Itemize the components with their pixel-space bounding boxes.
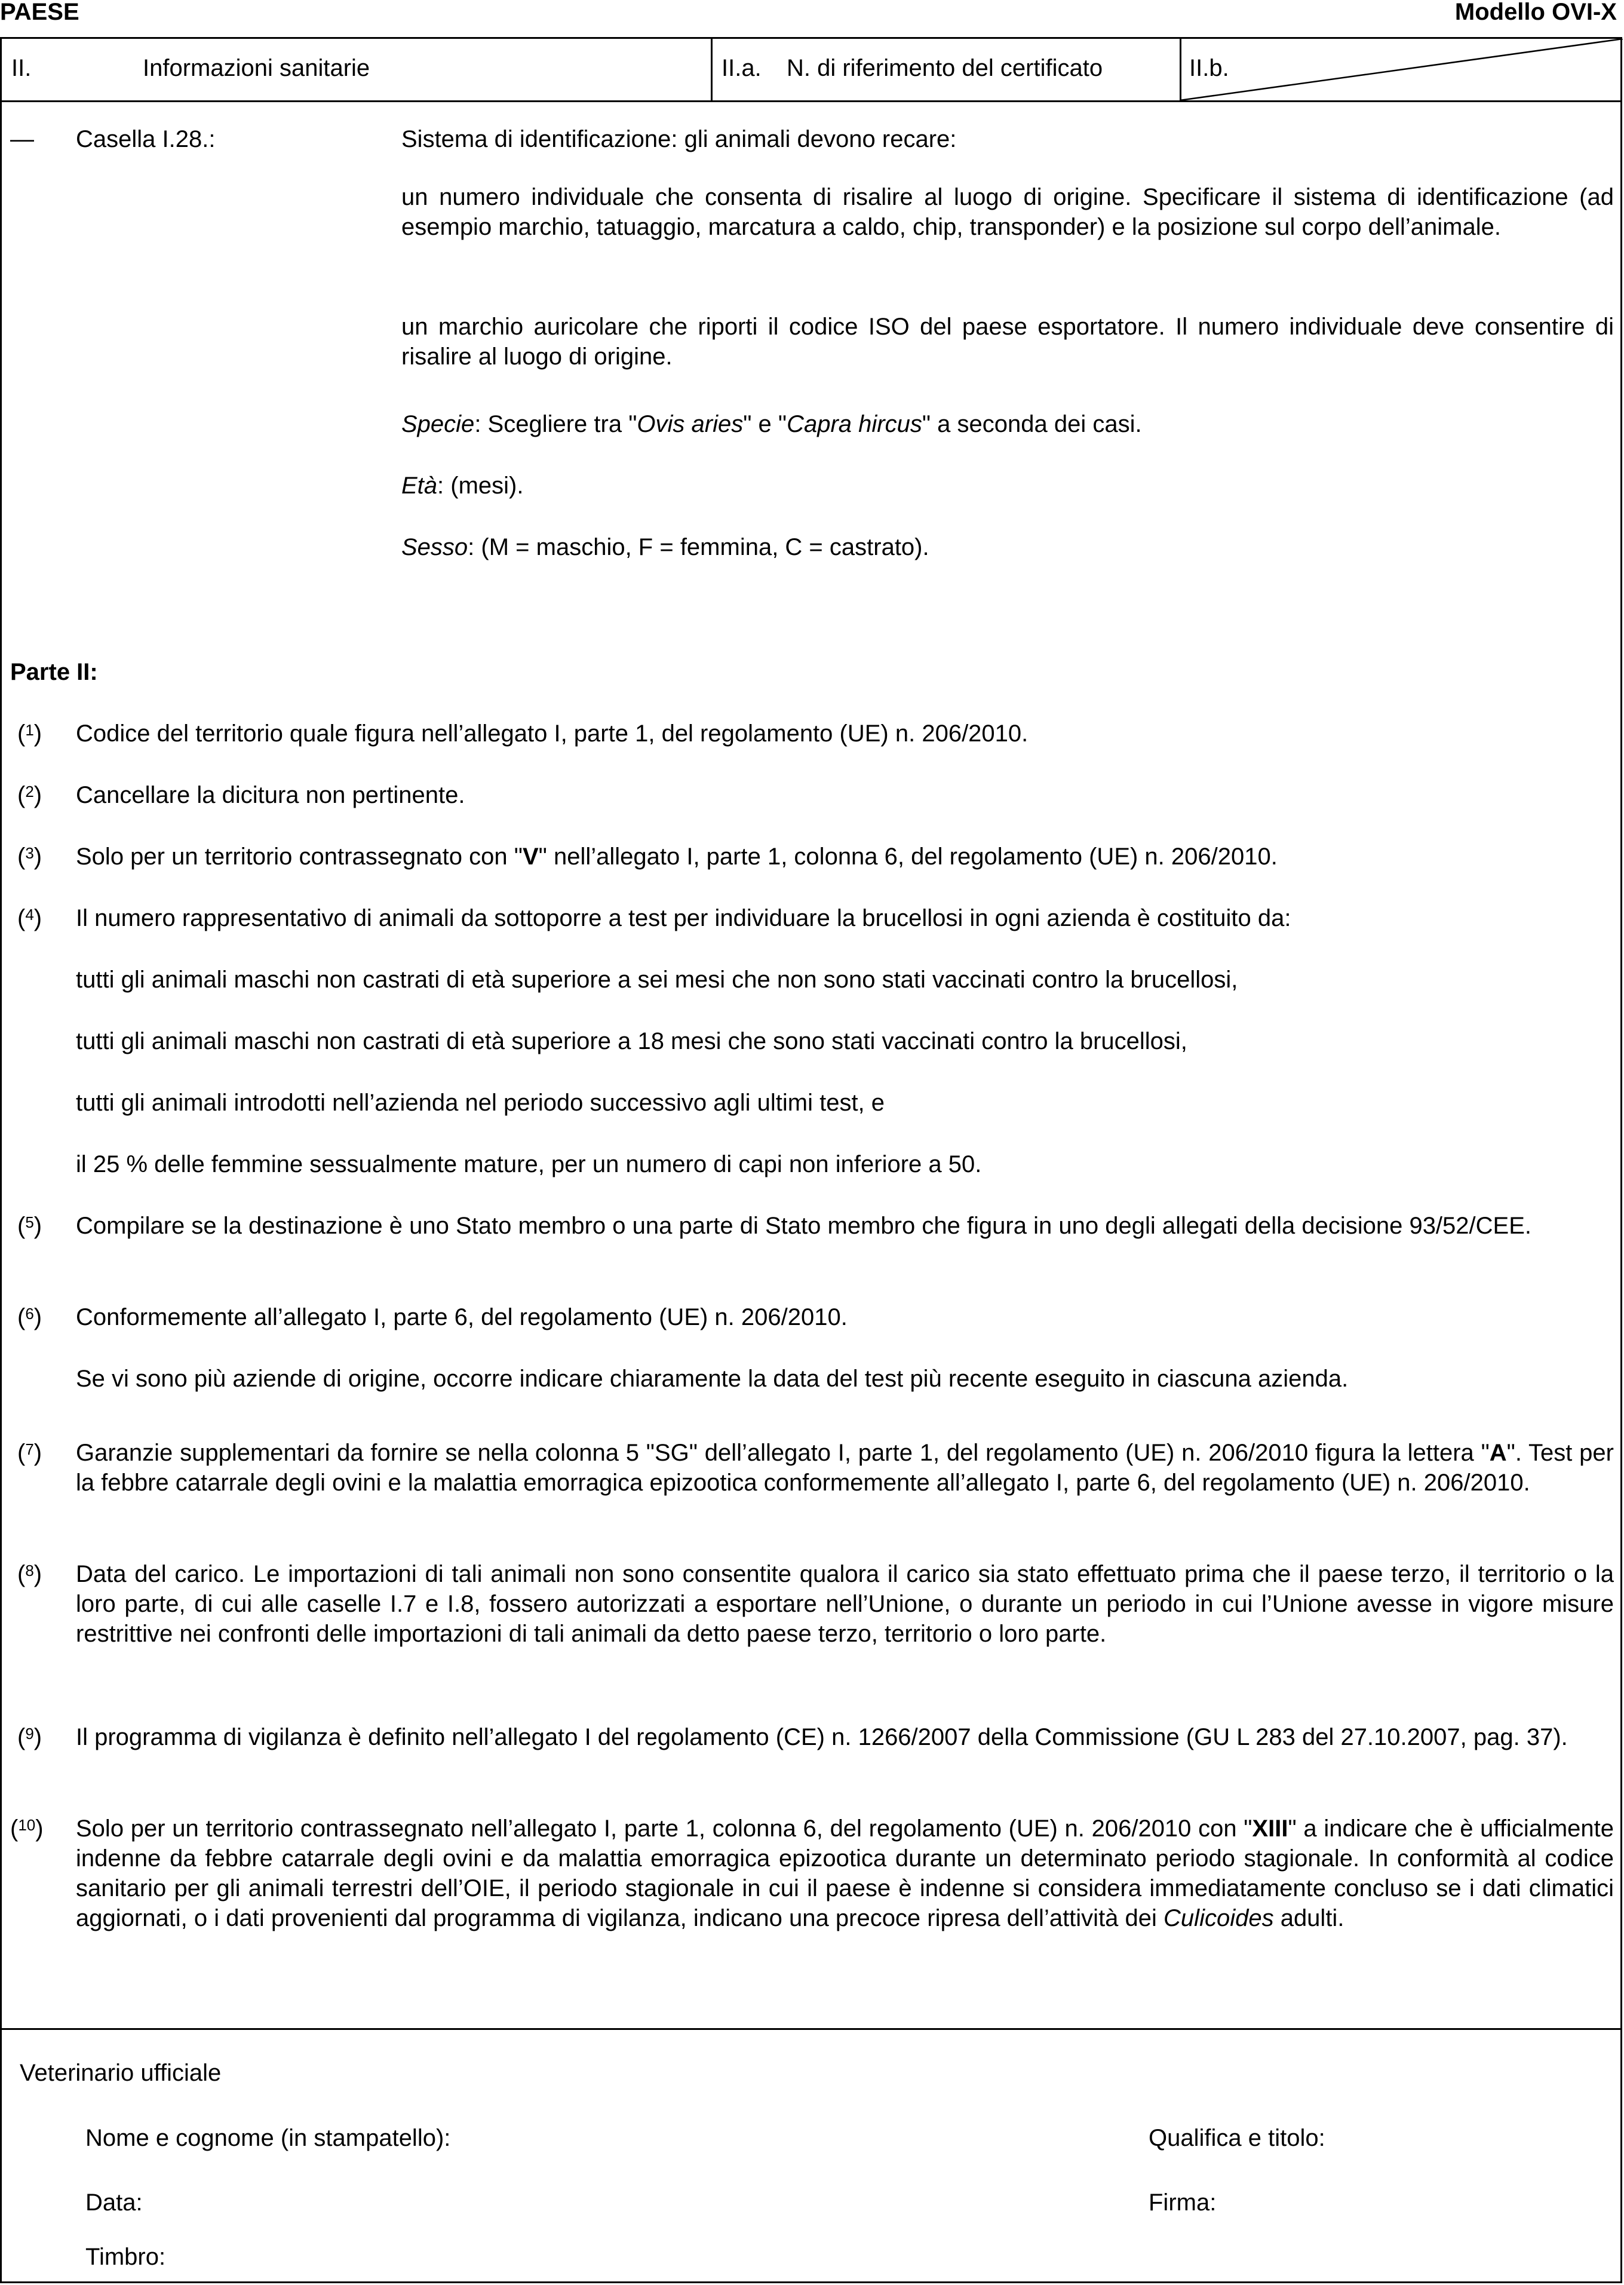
footnote-8-number: ($^8$) xyxy=(17,1561,42,1587)
age-line xyxy=(401,471,523,501)
species-line xyxy=(401,409,1142,439)
footnote-6-text-b: Se vi sono più aziende di origine, occorre indicare chiaramente la data del test più recente eseguito in ciascuna azienda. xyxy=(76,1366,1349,1392)
footnote-4-item-a: tutti gli animali maschi non castrati di età superiore a sei mesi che non sono stati vaccinati contro la brucellosi, xyxy=(76,967,1238,993)
footnote-2-number: ($^2$) xyxy=(17,782,42,808)
footnote-4-item-d: il 25 % delle femmine sessualmente mature, per un numero di capi non inferiore a 50. xyxy=(76,1151,982,1177)
age-label: Età xyxy=(401,473,438,499)
footnote-10-text-e: adulti. xyxy=(1273,1905,1344,1931)
box-para-1: un numero individuale che consenta di risalire al luogo di origine. Specificare il sistema di identificazione (ad esempio marchio, tatuaggio, marcatura a caldo, chip, transponder) e la posizione sul corpo dell’animale. xyxy=(401,184,1614,240)
species-text-a: : Scegliere tra " xyxy=(474,411,637,437)
footnote-10-text-a: Solo per un territorio contrassegnato nell’allegato I, parte 1, colonna 6, del regolamento (UE) n. 206/2010 con " xyxy=(76,1815,1252,1842)
date-label: Data: xyxy=(85,2189,143,2216)
footnote-9-number: ($^9$) xyxy=(17,1724,42,1750)
sex-label: Sesso xyxy=(401,534,468,560)
sex-line xyxy=(401,532,929,562)
footnote-3-text xyxy=(76,842,1278,872)
box-label: Casella I.28.: xyxy=(76,126,216,152)
ref-label: II.a. xyxy=(722,55,762,81)
footnote-8-text: Data del carico. Le importazioni di tali animali non sono consentite qualora il carico sia stato effettuato prima che il paese terzo, il territorio o la loro parte, di cui alle caselle I.7 e I.8, fossero autorizzati a esportare nell’Unione, o durante un periodo in cui l’Unione avesse in vigore misure restrittive nei confronti delle importazioni di tali animali da detto paese terzo, territorio o loro parte. xyxy=(76,1561,1614,1647)
stamp-label: Timbro: xyxy=(85,2244,166,2270)
footnote-1-number: ($^1$) xyxy=(17,720,42,747)
footnote-7-bold: A xyxy=(1489,1440,1507,1466)
footnote-3-bold: V xyxy=(522,844,539,870)
box-intro: Sistema di identificazione: gli animali devono recare: xyxy=(401,126,957,152)
footnote-5-text: Compilare se la destinazione è uno Stato membro o una parte di Stato membro che figura in uno degli allegati della decisione 93/52/CEE. xyxy=(76,1213,1532,1239)
footnote-3-text-a: Solo per un territorio contrassegnato con " xyxy=(76,844,523,870)
section-title: Informazioni sanitarie xyxy=(143,55,370,81)
age-text: : (mesi). xyxy=(437,473,524,499)
footnote-7-text-a: Garanzie supplementari da fornire se nella colonna 5 "SG" dell’allegato I, parte 1, del regolamento (UE) n. 206/2010 figura la lettera " xyxy=(76,1440,1490,1466)
species-text-b: " e " xyxy=(743,411,787,437)
box-para-2: un marchio auricolare che riporti il codice ISO del paese esportatore. Il numero individuale deve consentire di risalire al luogo di origine. xyxy=(401,314,1614,370)
qualification-label: Qualifica e titolo: xyxy=(1149,2125,1325,2151)
footnote-10-bold: XIII xyxy=(1252,1815,1288,1842)
signature-label: Firma: xyxy=(1149,2189,1217,2216)
footnote-1-text: Codice del territorio quale figura nell’allegato I, parte 1, del regolamento (UE) n. 206/2010. xyxy=(76,720,1029,747)
footnote-2-text: Cancellare la dicitura non pertinente. xyxy=(76,782,465,808)
footnote-5-number: ($^5$) xyxy=(17,1213,42,1239)
footnote-10-italic: Culicoides xyxy=(1163,1905,1274,1931)
species-label: Specie xyxy=(401,411,475,437)
footnote-4-text: Il numero rappresentativo di animali da sottoporre a test per individuare la brucellosi in ogni azienda è costituito da: xyxy=(76,905,1291,931)
footnote-7-text-c: ". Test per la febbre catarrale degli ovini e la malattia emorragica epizootica conformemente all’allegato I, parte 6, del regolamento (UE) n. 206/2010. xyxy=(76,1440,1614,1496)
col-divider-1 xyxy=(711,39,713,100)
part2-title: Parte II: xyxy=(10,659,98,685)
species-ovis: Ovis aries xyxy=(637,411,744,437)
footnote-3-text-c: " nell’allegato I, parte 1, colonna 6, del regolamento (UE) n. 206/2010. xyxy=(538,844,1278,870)
ref-title: N. di riferimento del certificato xyxy=(787,55,1103,81)
model-label: Modello OVI-X xyxy=(1454,0,1617,25)
sex-text: : (M = maschio, F = femmina, C = castrato). xyxy=(468,534,929,560)
footnote-10-text-c: " a indicare che è ufficialmente indenne da febbre catarrale degli ovini e da malattia emorragica epizootica durante un determinato periodo stagionale. In conformità al codice sanitario per gli animali terrestri dell’OIE, il periodo stagionale in cui il paese è indenne si considera immediatamente concluso se i dati climatici aggiornati, o i dati provenienti dal programma di vigilanza, indicano una precoce ripresa dell’attività dei xyxy=(76,1815,1614,1931)
iib-label: II.b. xyxy=(1189,55,1229,81)
footnote-10-number: ($^{10}$) xyxy=(10,1815,44,1842)
footnote-3-number: ($^3$) xyxy=(17,844,42,870)
country-label: PAESE xyxy=(0,0,79,25)
footnote-7-number: ($^7$) xyxy=(17,1440,42,1466)
footnote-4-number: ($^4$) xyxy=(17,905,42,931)
section-number: II. xyxy=(11,55,32,81)
footnote-10-text xyxy=(76,1814,1614,1933)
iib-diagonal-line xyxy=(1180,39,1623,101)
note-dash: — xyxy=(10,126,34,152)
official-vet-title: Veterinario ufficiale xyxy=(20,2060,222,2086)
footnote-6-number: ($^6$) xyxy=(17,1304,42,1330)
footnote-9-text: Il programma di vigilanza è definito nell’allegato I del regolamento (CE) n. 1266/2007 della Commissione (GU L 283 del 27.10.2007, pag. 37). xyxy=(76,1724,1568,1750)
footnote-4-item-b: tutti gli animali maschi non castrati di età superiore a 18 mesi che sono stati vaccinati contro la brucellosi, xyxy=(76,1028,1187,1054)
signature-divider xyxy=(2,2028,1620,2030)
certificate-frame xyxy=(0,37,1622,2283)
name-label: Nome e cognome (in stampatello): xyxy=(85,2125,451,2151)
species-text-c: " a seconda dei casi. xyxy=(922,411,1142,437)
footnote-7-text xyxy=(76,1438,1614,1498)
footnote-4-item-c: tutti gli animali introdotti nell’azienda nel periodo successivo agli ultimi test, e xyxy=(76,1090,885,1116)
species-capra: Capra hircus xyxy=(787,411,922,437)
footnote-6-text: Conformemente all’allegato I, parte 6, del regolamento (UE) n. 206/2010. xyxy=(76,1304,848,1330)
